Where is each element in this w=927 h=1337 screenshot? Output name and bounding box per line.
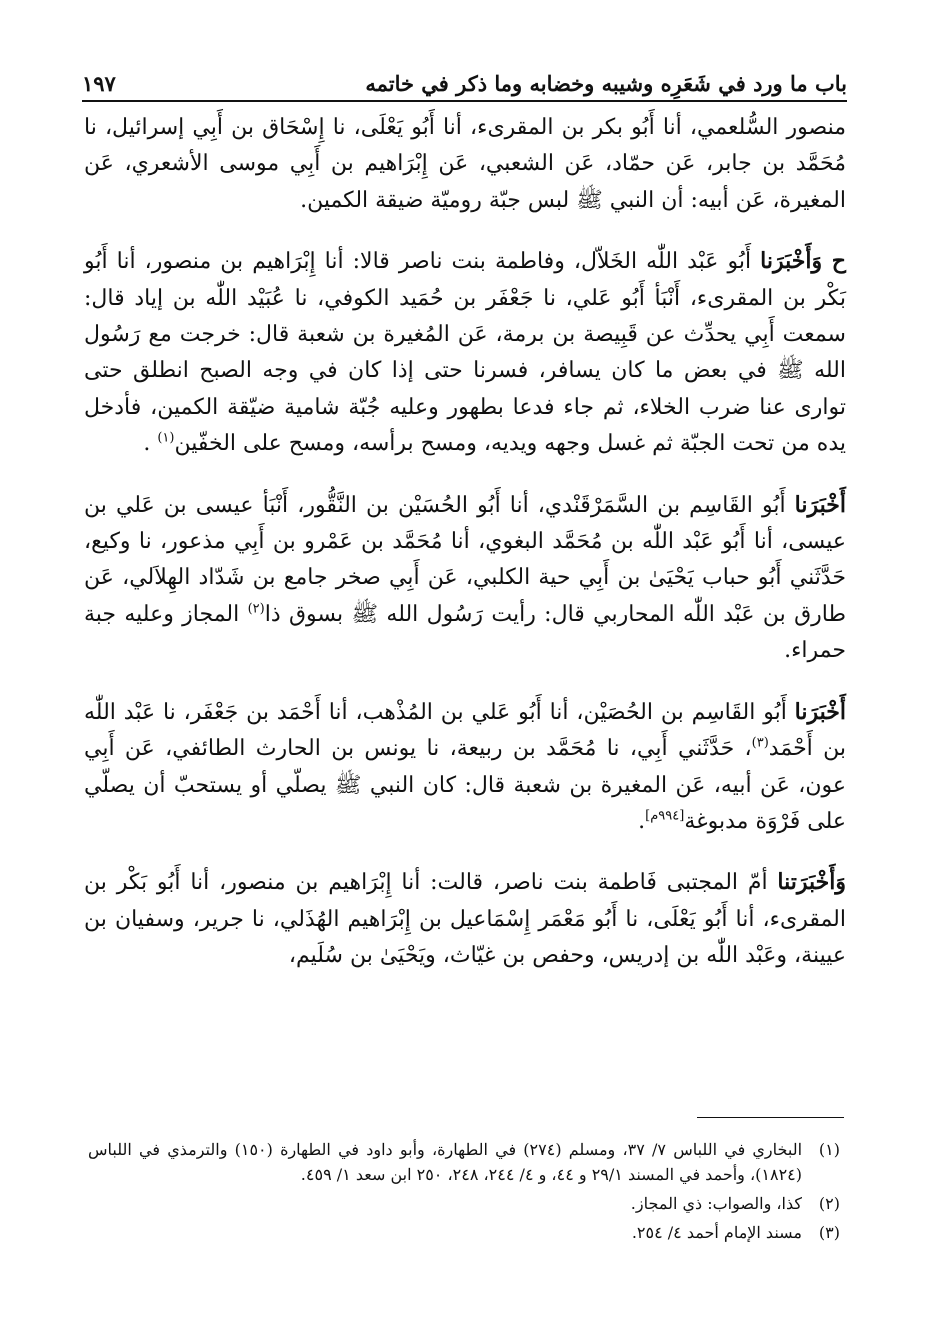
paragraph: [84, 694, 846, 841]
paragraph: [84, 110, 846, 219]
paragraph-text: أَبُو عَبْد اللّٰه الخَلاّل، وفاطمة بنت ناصر قالا: أنا إِبْرَاهيم بن منصور، أنا أَبُو بَكْر بن المقرىء، أَنْبَأ أَبُو عَلي، نا جَعْفَر بن حُمَيد الكوفي، نا عُبَيْد اللّٰه بن إياد قال: سمعت أَبِي يحدِّث عن قَبِيصة بن برمة، عَن المُغيرة بن شعبة قال: خرجت مع رَسُول الله ﷺ في بعض ما كان يسافر، فسرنا حتى إذا كان في وجه الصبح انطلق حتى توارى عنا ضرب الخلاء، ثم جاء فدعا بطهور وعليه جُبّة شامية ضيّقة الكمين، فأدخل يده من تحت الجبّة ثم غسل وجهه ويديه، ومسح برأسه، ومسح على الخفّين: [84, 249, 846, 457]
footnote-text: كذا، والصواب: ذي المجاز.: [630, 1194, 802, 1213]
paragraph-text: منصور السُّلعمي، أنا أَبُو بكر بن المقرىء، أنا أَبُو يَعْلَى، نا إِسْحَاق بن أَبِي إسرائيل، نا مُحَمَّد بن جابر، عَن حمّاد، عَن الشعبي، عَن إِبْرَاهيم بن أَبِي موسى الأشعري، عَن المغيرة، عَن أبيه: أن النبي ﷺ لبس جبّة روميّة ضيقة الكمين.: [84, 115, 846, 213]
footnote: [88, 1220, 840, 1245]
footnote-ref: (١): [157, 430, 175, 446]
chapter-title: باب ما ورد في شَعَرِه وشيبه وخضابه وما ذكر في خاتمه: [365, 71, 847, 96]
footnote-number: (١): [818, 1140, 840, 1159]
footnote-number: (٢): [818, 1194, 840, 1213]
main-text: [84, 110, 846, 999]
page-number: ١٩٧: [82, 71, 116, 96]
footnote-text: البخاري في اللباس ٧/ ٣٧، ومسلم (٢٧٤) في الطهارة، وأبو داود في الطهارة (١٥٠) والترمذي في اللباس (١٨٢٤)، وأحمد في المسند ٢٩/١ و ٤٤، و ٤/ ٢٤٤، ٢٤٨، ٢٥٠ ابن سعد ١/ ٤٥٩.: [88, 1140, 803, 1184]
footnote-text: مسند الإمام أحمد ٤/ ٢٥٤.: [631, 1223, 802, 1242]
footnote-ref: (٢): [247, 601, 265, 617]
footnote-divider: [697, 1117, 844, 1118]
paragraph-tail: .: [638, 808, 646, 834]
footnotes: [88, 1137, 840, 1249]
paragraph-lead: وَأَخْبَرَتنا: [777, 869, 846, 896]
paragraph-text: أَبُو القَاسِم بن الحُصَيْن، أنا أَبُو عَلي بن المُذْهب، أنا أَحْمَد بن جَعْفَر، نا عَبْد اللّٰه بن أَحْمَد: [84, 699, 847, 762]
footnote-number: (٣): [818, 1223, 840, 1242]
paragraph-lead: أَخْبَرَنا: [794, 491, 846, 518]
paragraph-tail: .: [143, 431, 158, 457]
paragraph-text: أَبُو القَاسِم بن السَّمَرْقَنْدي، أنا أَبُو الحُسَيْن بن النَّقُّور، أَنْبَأ عيسى بن عَلي بن عيسى، أنا أَبُو عَبْد اللّٰه بن مُحَمَّد البغوي، أنا مُحَمَّد بن عَمْرو بن أَبِي مذعور، نا وكيع، حَدَّثَني أَبُو حباب يَحْيَىٰ بن أَبِي حية الكلبي، عَن أَبِي صخر جامع بن شَدّاد الهِلاَلي، عَن طارق بن عَبْد اللّٰه المحاربي قال: رأيت رَسُول الله ﷺ بسوق ذا: [84, 492, 846, 627]
paragraph: [84, 864, 846, 974]
paragraph-text: أمّ المجتبى فَاطمة بنت ناصر، قالت: أنا إِبْرَاهيم بن منصور، أنا أَبُو بَكْر بن المقرىء، أنا أَبُو يَعْلَى، نا أَبُو مَعْمَر إِسْمَاعيل بن إِبْرَاهيم الهُذَلي، نا جرير، وسفيان بن عيينة، وعَبْد اللّٰه بن إدريس، وحفص بن غيّاث، ويَحْيَىٰ بن سُلَيم،: [84, 870, 846, 969]
paragraph-tail: المجاز وعليه جبة حمراء.: [84, 601, 846, 664]
paragraph: [84, 487, 846, 670]
footnote-ref: (٣): [751, 735, 769, 751]
paragraph: [84, 243, 846, 462]
paragraph-lead: أَخْبَرَنا: [794, 698, 846, 725]
footnote: [88, 1137, 840, 1187]
paragraph-tail: ، حَدَّثَني أَبِي، نا مُحَمَّد بن ربيعة، نا يونس بن الحارث الطائفي، عَن أَبِي عون، عَن أبيه، عَن المغيرة بن شعبة قال: كان النبي ﷺ يصلّي أو يستحبّ أن يصلّي على فَرْوَة مدبوغة: [84, 736, 846, 834]
paragraph-lead: ح وَأَخْبَرَنا: [760, 248, 846, 275]
manuscript-ref: [٩٩٤م]: [645, 808, 685, 824]
running-header: [82, 56, 847, 102]
footnote: [88, 1191, 840, 1216]
